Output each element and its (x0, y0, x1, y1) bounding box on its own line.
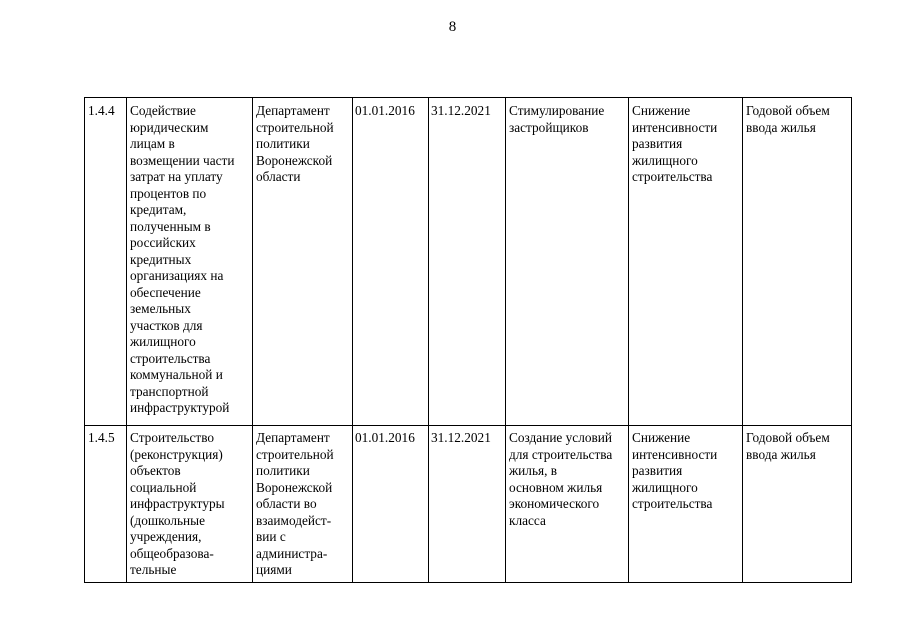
measure-name: Строительство (реконструкция) объектов социальной инфраструктуры (дошкольные учреждения, общеобразова- тельные (130, 430, 225, 577)
page-number: 8 (448, 19, 457, 35)
measure-name: Содействие юридическим лицам в возмещении части затрат на уплату процентов по кредитам, полученным в российских кредитных организациях на обеспечение земельных участков для жилищного строительства коммунальной и транспортной инфраструктурой (130, 103, 235, 415)
end-date: 31.12.2021 (431, 430, 491, 445)
start-date: 01.01.2016 (355, 430, 415, 445)
non-implementation-consequence: Снижение интенсивности развития жилищного строительства (632, 103, 718, 184)
end-date: 31.12.2021 (431, 103, 491, 118)
start-date: 01.01.2016 (355, 103, 415, 118)
responsible-executor: Департамент строительной политики Воронежской области во взаимодейст- вии с администра- циями (256, 430, 334, 577)
responsible-executor: Департамент строительной политики Воронежской области (256, 103, 334, 184)
table-row (85, 98, 851, 425)
related-indicator: Годовой объем ввода жилья (746, 430, 830, 462)
measure-number: 1.4.4 (88, 103, 115, 118)
related-indicator: Годовой объем ввода жилья (746, 103, 830, 135)
table-row (85, 425, 851, 584)
non-implementation-consequence: Снижение интенсивности развития жилищного строительства (632, 430, 718, 511)
expected-result: Стимулирование застройщиков (509, 103, 605, 135)
expected-result: Создание условий для строительства жилья, в основном жилья экономического класса (509, 430, 613, 528)
measures-table (84, 97, 852, 583)
measure-number: 1.4.5 (88, 430, 115, 445)
